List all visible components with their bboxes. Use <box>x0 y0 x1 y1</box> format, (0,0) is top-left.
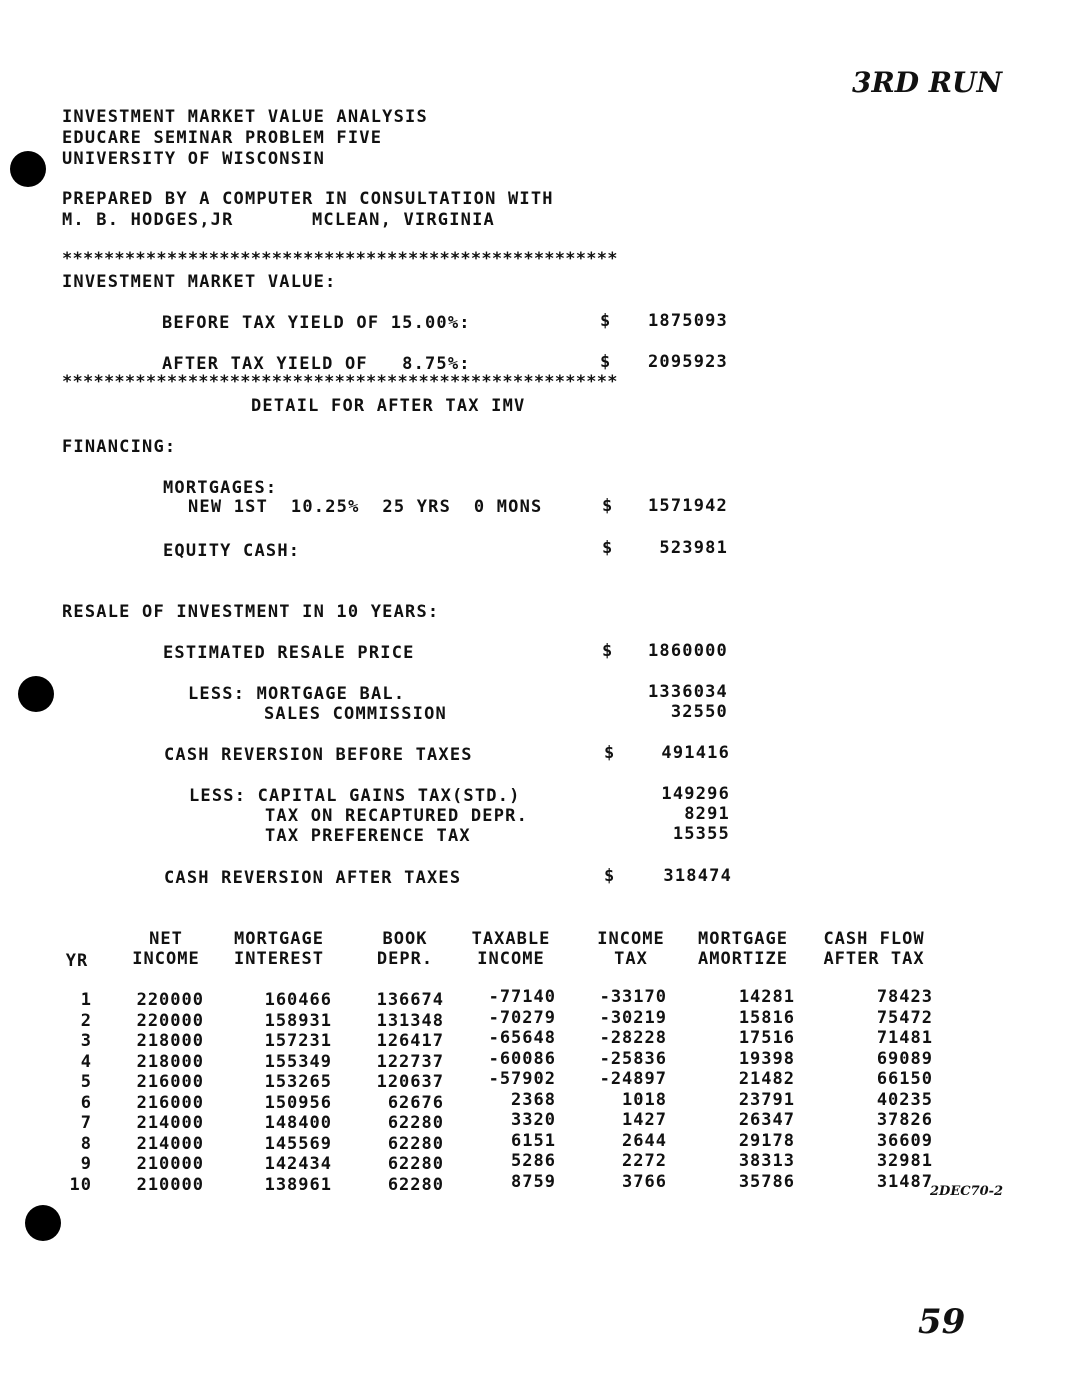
report-title: INVESTMENT MARKET VALUE ANALYSIS <box>62 107 428 127</box>
table-header-book-depr-line2: DEPR. <box>376 949 434 969</box>
table-cell-book-depr: 131348 <box>376 1010 444 1031</box>
table-cell-mortgage-amortize: 26347 <box>738 1110 795 1130</box>
table-cell-yr: 5 <box>80 1072 92 1092</box>
table-cell-book-depr: 122737 <box>376 1051 444 1072</box>
financing-heading: FINANCING: <box>62 437 177 457</box>
table-cell-yr: 6 <box>80 1092 92 1113</box>
table-cell-mortgage-interest: 157231 <box>264 1031 332 1051</box>
imv-heading: INVESTMENT MARKET VALUE: <box>62 272 337 292</box>
imv-after-label: AFTER TAX YIELD OF 8.75%: <box>162 354 471 374</box>
cash-reversion-after-dollar: $ <box>604 866 615 886</box>
cash-reversion-after-value: 318474 <box>663 866 732 886</box>
table-header-mortgage-amortize-line1: MORTGAGE <box>698 929 788 949</box>
table-cell-book-depr: 62280 <box>387 1154 444 1174</box>
table-header-taxable-income-line2: INCOME <box>477 949 545 969</box>
table-cell-yr: 10 <box>69 1174 92 1195</box>
table-cell-net-income: 220000 <box>136 990 204 1010</box>
sales-commission-value: 32550 <box>670 702 728 722</box>
table-header-cash-flow-after-tax-line1: CASH FLOW <box>823 929 925 949</box>
table-cell-mortgage-interest: 148400 <box>264 1113 332 1133</box>
table-cell-book-depr: 62280 <box>387 1174 444 1195</box>
table-cell-cash-flow-after-tax: 40235 <box>876 1089 933 1110</box>
table-cell-mortgage-interest: 155349 <box>264 1051 332 1072</box>
imv-before-value: 1875093 <box>647 311 728 331</box>
table-cell-mortgage-amortize: 14281 <box>738 987 795 1007</box>
table-cell-income-tax: -25836 <box>599 1048 667 1069</box>
resale-heading: RESALE OF INVESTMENT IN 10 YEARS: <box>62 602 440 622</box>
table-cell-cash-flow-after-tax: 69089 <box>876 1048 933 1069</box>
table-cell-income-tax: 1427 <box>622 1110 667 1130</box>
punch-hole-bottom <box>25 1205 61 1241</box>
less-capital-gains-label: LESS: CAPITAL GAINS TAX(STD.) <box>189 786 521 806</box>
table-header-income-tax-line2: TAX <box>614 949 648 969</box>
table-cell-net-income: 218000 <box>136 1051 204 1072</box>
table-cell-net-income: 214000 <box>136 1133 204 1154</box>
table-cell-income-tax: 2272 <box>622 1151 667 1171</box>
table-cell-mortgage-interest: 160466 <box>264 990 332 1010</box>
table-header-taxable-income-line1: TAXABLE <box>471 929 551 949</box>
table-header-net-income-line2: INCOME <box>132 949 200 969</box>
new-first-mortgage-label: NEW 1ST 10.25% 25 YRS 0 MONS <box>188 497 543 517</box>
recaptured-depr-value: 8291 <box>684 804 730 824</box>
resale-price-dollar: $ <box>602 641 613 661</box>
table-cell-mortgage-interest: 138961 <box>264 1174 332 1195</box>
table-cell-book-depr: 136674 <box>376 990 444 1010</box>
table-cell-yr: 4 <box>80 1051 92 1072</box>
imv-before-dollar: $ <box>600 311 611 331</box>
mortgages-label: MORTGAGES: <box>163 478 278 498</box>
table-cell-book-depr: 126417 <box>376 1031 444 1051</box>
prepared-by-place: MCLEAN, VIRGINIA <box>312 210 495 230</box>
table-cell-cash-flow-after-tax: 32981 <box>876 1151 933 1171</box>
table-cell-book-depr: 62676 <box>387 1092 444 1113</box>
table-cell-income-tax: -30219 <box>599 1007 667 1028</box>
table-cell-yr: 7 <box>80 1113 92 1133</box>
table-cell-mortgage-interest: 158931 <box>264 1010 332 1031</box>
table-cell-taxable-income: -65648 <box>488 1028 556 1048</box>
recaptured-depr-label: TAX ON RECAPTURED DEPR. <box>265 806 529 826</box>
sales-commission-label: SALES COMMISSION <box>264 704 447 724</box>
table-cell-mortgage-interest: 153265 <box>264 1072 332 1092</box>
table-cell-net-income: 216000 <box>136 1092 204 1113</box>
table-cell-taxable-income: -70279 <box>488 1007 556 1028</box>
report-subtitle: EDUCARE SEMINAR PROBLEM FIVE <box>62 128 383 148</box>
table-cell-mortgage-interest: 150956 <box>264 1092 332 1113</box>
punch-hole-middle <box>18 676 54 712</box>
separator-bottom: ***************************************************** <box>62 372 618 392</box>
table-cell-cash-flow-after-tax: 71481 <box>876 1028 933 1048</box>
table-cell-yr: 9 <box>80 1154 92 1174</box>
handwritten-run-note: 3RD RUN <box>852 66 1003 99</box>
table-cell-mortgage-amortize: 19398 <box>738 1048 795 1069</box>
imv-after-dollar: $ <box>600 352 611 372</box>
table-cell-net-income: 220000 <box>136 1010 204 1031</box>
table-cell-cash-flow-after-tax: 66150 <box>876 1069 933 1089</box>
new-first-mortgage-value: 1571942 <box>647 496 728 516</box>
table-cell-cash-flow-after-tax: 36609 <box>876 1130 933 1151</box>
table-cell-taxable-income: -60086 <box>488 1048 556 1069</box>
cash-reversion-after-label: CASH REVERSION AFTER TAXES <box>164 868 462 888</box>
equity-cash-label: EQUITY CASH: <box>163 541 301 561</box>
table-cell-taxable-income: -57902 <box>488 1069 556 1089</box>
table-header-book-depr-line1: BOOK <box>382 929 428 949</box>
equity-cash-dollar: $ <box>602 538 613 558</box>
table-header-net-income-line1: NET <box>149 929 183 949</box>
cash-reversion-before-dollar: $ <box>604 743 615 763</box>
table-cell-cash-flow-after-tax: 78423 <box>876 987 933 1007</box>
imv-after-value: 2095923 <box>647 352 728 372</box>
table-cell-taxable-income: -77140 <box>488 987 556 1007</box>
table-cell-mortgage-interest: 145569 <box>264 1133 332 1154</box>
table-cell-income-tax: 2644 <box>622 1130 667 1151</box>
table-header-mortgage-amortize-line2: AMORTIZE <box>698 949 788 969</box>
less-mortgage-balance-label: LESS: MORTGAGE BAL. <box>188 684 406 704</box>
resale-price-value: 1860000 <box>647 641 728 661</box>
table-cell-mortgage-amortize: 23791 <box>738 1089 795 1110</box>
table-cell-cash-flow-after-tax: 37826 <box>876 1110 933 1130</box>
table-cell-mortgage-amortize: 38313 <box>738 1151 795 1171</box>
prepared-by-line: PREPARED BY A COMPUTER IN CONSULTATION WITH <box>62 189 554 209</box>
table-cell-net-income: 214000 <box>136 1113 204 1133</box>
table-cell-mortgage-amortize: 15816 <box>738 1007 795 1028</box>
table-cell-yr: 3 <box>80 1031 92 1051</box>
table-cell-book-depr: 120637 <box>376 1072 444 1092</box>
table-cell-income-tax: 3766 <box>622 1171 667 1192</box>
table-cell-mortgage-amortize: 29178 <box>738 1130 795 1151</box>
table-cell-taxable-income: 2368 <box>511 1089 556 1110</box>
cash-reversion-before-label: CASH REVERSION BEFORE TAXES <box>164 745 473 765</box>
table-cell-taxable-income: 8759 <box>511 1171 556 1192</box>
table-cell-cash-flow-after-tax: 75472 <box>876 1007 933 1028</box>
table-cell-net-income: 210000 <box>136 1154 204 1174</box>
table-cell-yr: 2 <box>80 1010 92 1031</box>
new-first-mortgage-dollar: $ <box>602 496 613 516</box>
table-header-mortgage-interest-line2: INTEREST <box>234 949 324 969</box>
table-cell-cash-flow-after-tax: 31487 <box>876 1171 933 1192</box>
imv-before-label: BEFORE TAX YIELD OF 15.00%: <box>162 313 471 333</box>
table-cell-mortgage-amortize: 21482 <box>738 1069 795 1089</box>
table-cell-income-tax: -28228 <box>599 1028 667 1048</box>
table-cell-mortgage-interest: 142434 <box>264 1154 332 1174</box>
separator-top: ***************************************************** <box>62 249 618 269</box>
detail-heading: DETAIL FOR AFTER TAX IMV <box>251 396 526 416</box>
table-header-yr-line2: YR <box>65 951 89 971</box>
table-header-cash-flow-after-tax-line2: AFTER TAX <box>823 949 925 969</box>
cash-reversion-before-value: 491416 <box>661 743 730 763</box>
less-mortgage-balance-value: 1336034 <box>647 682 728 702</box>
table-cell-mortgage-amortize: 35786 <box>738 1171 795 1192</box>
table-cell-income-tax: -33170 <box>599 987 667 1007</box>
report-institution: UNIVERSITY OF WISCONSIN <box>62 149 326 169</box>
table-cell-book-depr: 62280 <box>387 1113 444 1133</box>
table-cell-income-tax: -24897 <box>599 1069 667 1089</box>
equity-cash-value: 523981 <box>659 538 728 558</box>
table-cell-yr: 8 <box>80 1133 92 1154</box>
table-cell-net-income: 216000 <box>136 1072 204 1092</box>
table-cell-taxable-income: 3320 <box>511 1110 556 1130</box>
tax-preference-label: TAX PREFERENCE TAX <box>265 826 471 846</box>
tax-preference-value: 15355 <box>672 824 730 844</box>
table-cell-yr: 1 <box>80 990 92 1010</box>
table-cell-net-income: 218000 <box>136 1031 204 1051</box>
table-cell-net-income: 210000 <box>136 1174 204 1195</box>
table-cell-income-tax: 1018 <box>622 1089 667 1110</box>
table-header-income-tax-line1: INCOME <box>597 929 665 949</box>
resale-price-label: ESTIMATED RESALE PRICE <box>163 643 415 663</box>
handwritten-page-number: 59 <box>918 1302 966 1342</box>
less-capital-gains-value: 149296 <box>661 784 730 804</box>
table-cell-book-depr: 62280 <box>387 1133 444 1154</box>
table-cell-taxable-income: 5286 <box>511 1151 556 1171</box>
handwritten-date-note: 2DEC70-2 <box>930 1184 1004 1199</box>
table-cell-mortgage-amortize: 17516 <box>738 1028 795 1048</box>
table-cell-taxable-income: 6151 <box>511 1130 556 1151</box>
table-header-mortgage-interest-line1: MORTGAGE <box>234 929 324 949</box>
punch-hole-top <box>10 151 46 187</box>
prepared-by-name: M. B. HODGES,JR <box>62 210 234 230</box>
